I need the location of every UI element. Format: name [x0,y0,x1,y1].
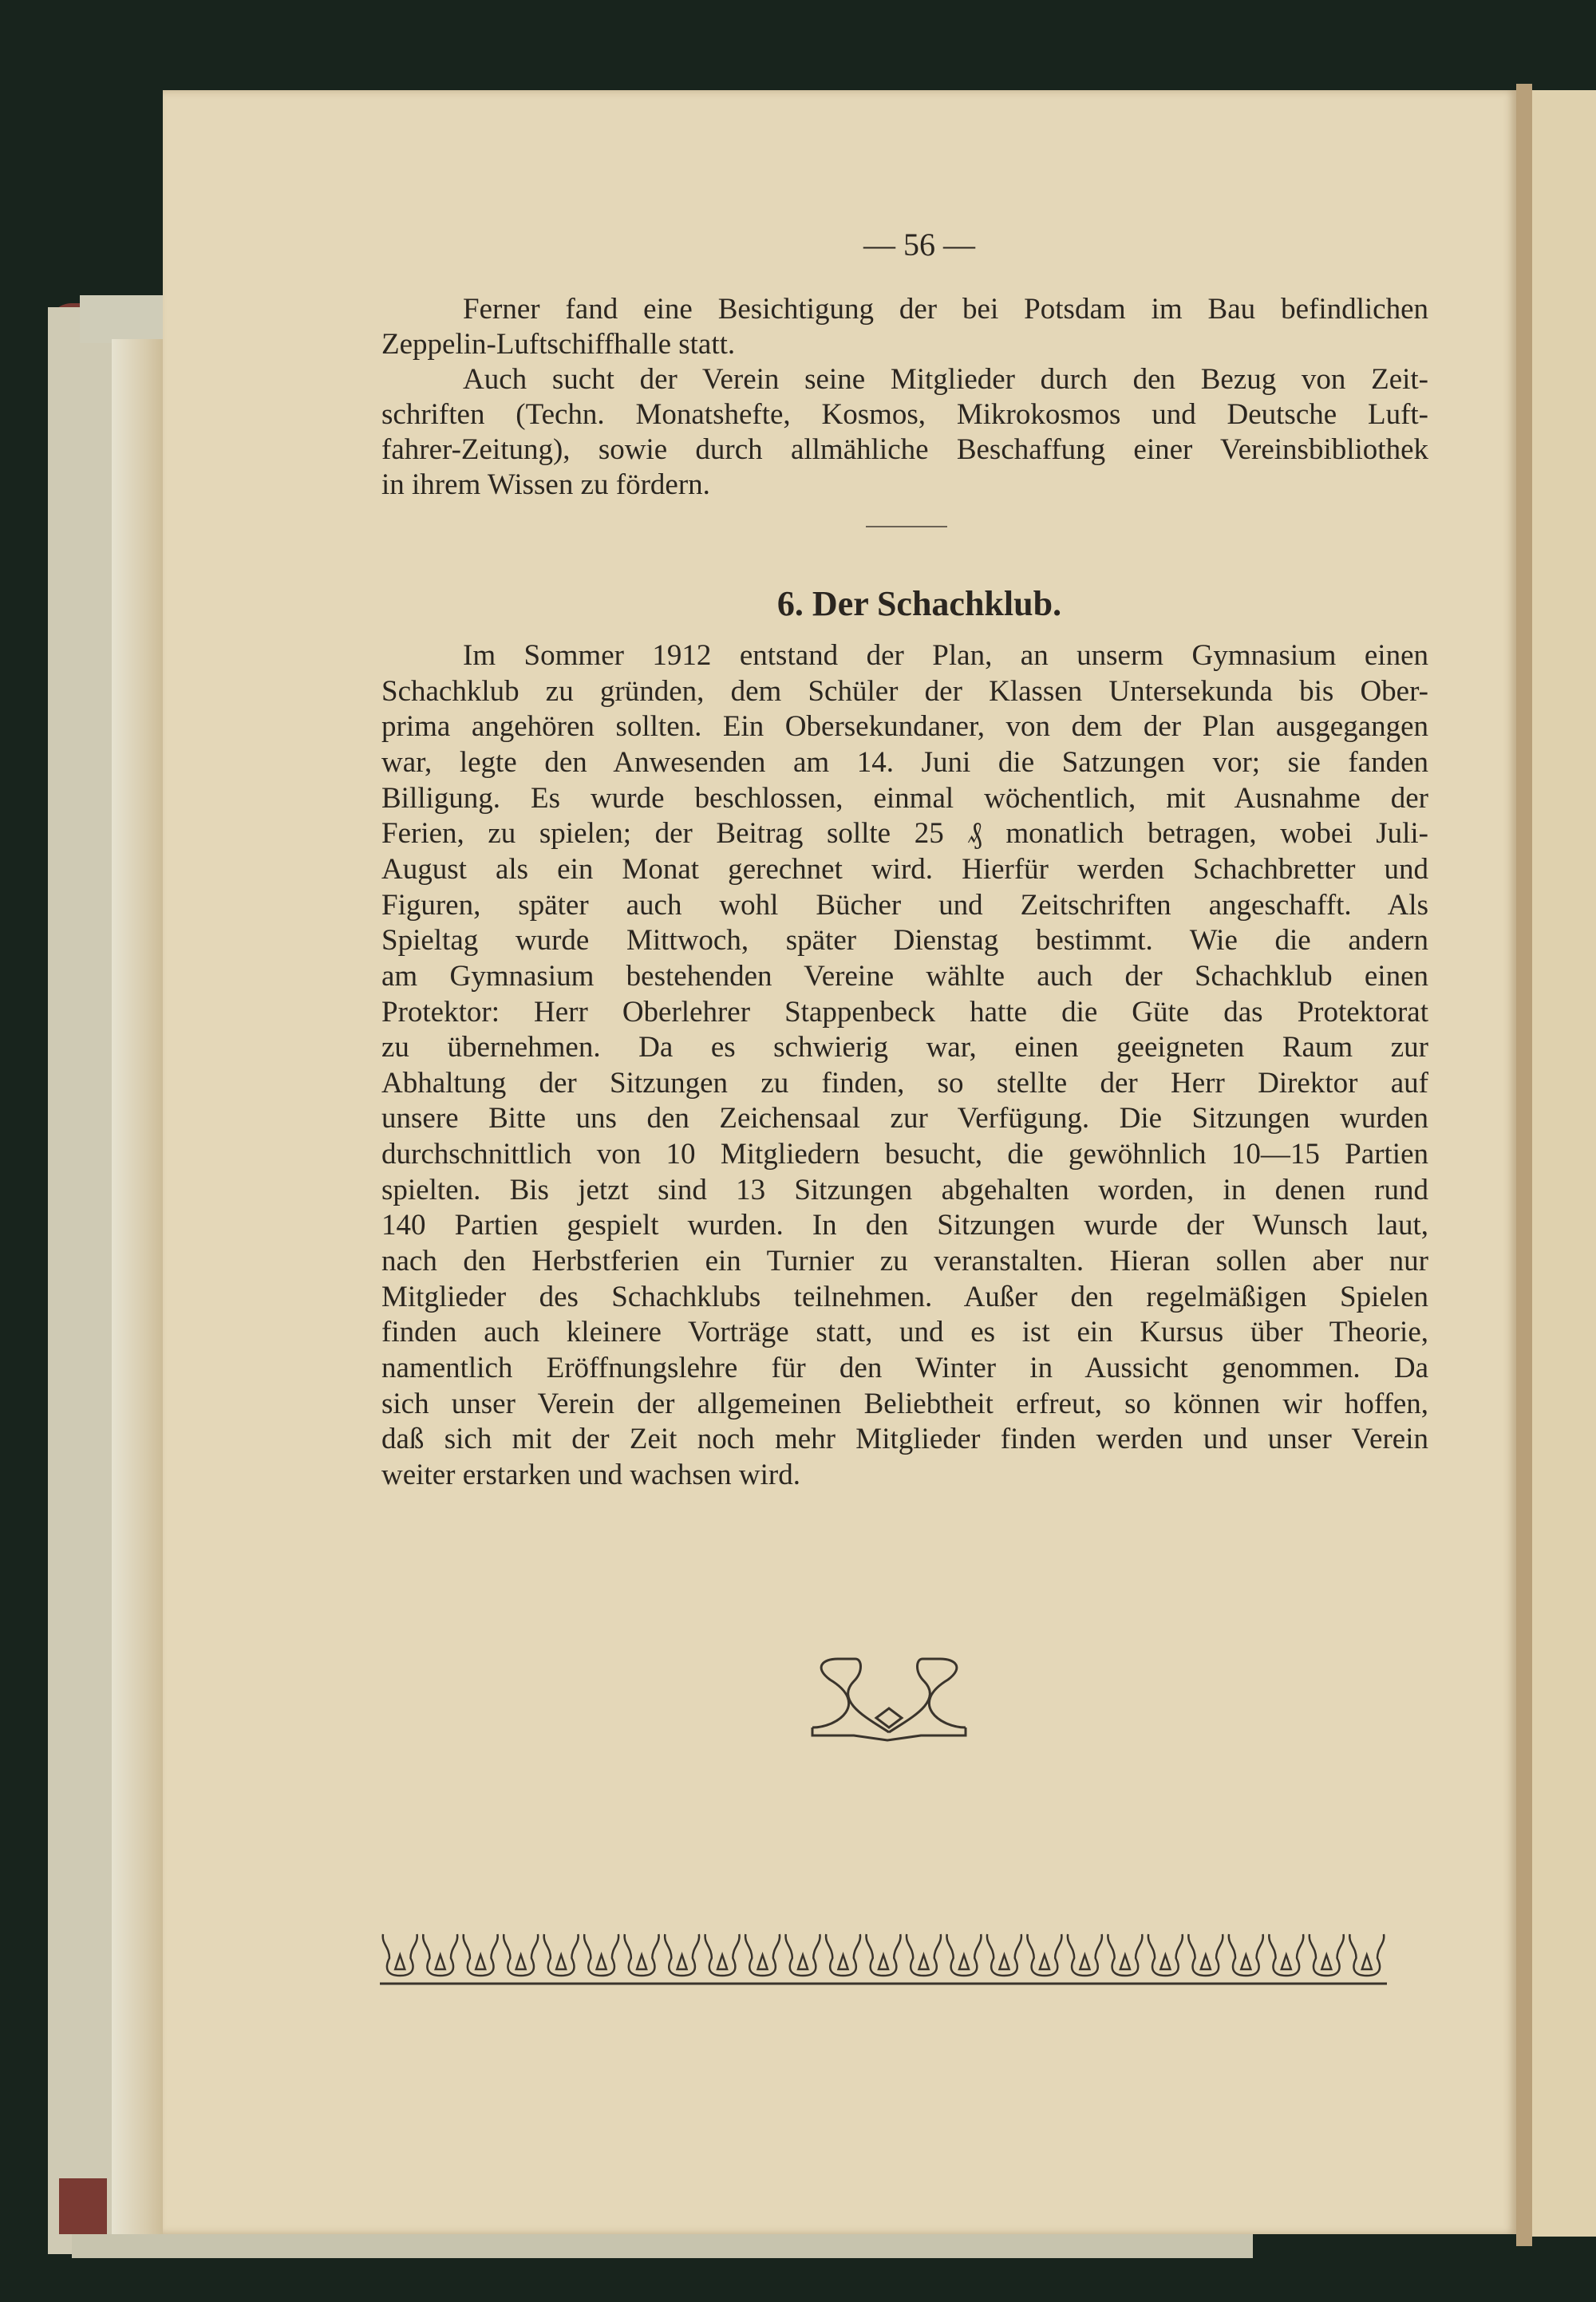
ornament-frieze [380,1929,1387,1987]
text-line: Ferner fand eine Besichtigung der bei Potsdam im Bau befindlichen [463,293,1428,326]
text-line: namentlich Eröffnungslehre für den Winter in Aussicht genommen. Da [381,1352,1428,1384]
frieze-motif [987,1934,1021,1976]
frieze-motif [665,1934,699,1976]
text-line: in ihrem Wissen zu fördern. [381,468,710,501]
frieze-motif [907,1934,941,1976]
text-line: prima angehören sollten. Ein Obersekundaner, von dem der Plan ausgegangen [381,710,1428,744]
frieze-motif [625,1934,659,1976]
text-line: spielten. Bis jetzt sind 13 Sitzungen abgehalten worden, in denen rund [381,1173,1428,1206]
text-line: finden auch kleinere Vorträge statt, und es ist ein Kursus über Theorie, [381,1316,1428,1349]
text-line: war, legte den Anwesenden am 14. Juni die Satzungen vor; sie fanden [381,745,1428,779]
frieze-motif [786,1934,820,1976]
text-line: unsere Bitte uns den Zeichensaal zur Verfügung. Die Sitzungen wurden [381,1102,1428,1135]
text-line: Protektor: Herr Oberlehrer Stappenbeck hatte die Güte das Protektorat [381,995,1428,1029]
text-line: Auch sucht der Verein seine Mitglieder durch den Bezug von Zeit- [463,363,1428,396]
frieze-motif [1068,1934,1102,1976]
frieze-motif [1027,1934,1061,1976]
text-line: Spieltag wurde Mittwoch, später Dienstag bestimmt. Wie die andern [381,924,1428,958]
text-line: am Gymnasium bestehenden Vereine wählte auch der Schachklub einen [381,959,1428,993]
frieze-motif [1229,1934,1263,1976]
text-line: daß sich mit der Zeit noch mehr Mitglieder finden werden und unser Verein [381,1423,1428,1456]
text-line: Im Sommer 1912 entstand der Plan, an unserm Gymnasium einen [463,639,1428,672]
text-line: Zeppelin-Luftschiffhalle statt. [381,328,736,361]
page-number: — 56 — [863,227,975,263]
text-line: schriften (Techn. Monatshefte, Kosmos, Mikrokosmos und Deutsche Luft- [381,398,1428,431]
frieze-motif [1349,1934,1384,1976]
text-line: Mitglieder des Schachklubs teilnehmen. Außer den regelmäßigen Spielen [381,1280,1428,1313]
frieze-motif [464,1934,498,1976]
book-cover-corner [59,2178,107,2234]
ornament-vignette [806,1656,974,1743]
frieze-motif [946,1934,981,1976]
frieze-motif [584,1934,618,1976]
section-heading: 6. Der Schachklub. [776,584,1062,623]
text-line: nach den Herbstferien ein Turnier zu veranstalten. Hieran sollen aber nur [381,1245,1428,1278]
page-block-bottom-edge [72,2234,1253,2258]
frieze-motif [705,1934,740,1976]
frieze-motif [1108,1934,1142,1976]
text-line: Abhaltung der Sitzungen zu finden, so stellte der Herr Direktor auf [381,1066,1428,1100]
text-line: Figuren, später auch wohl Bücher und Zeitschriften angeschafft. Als [381,888,1428,922]
text-line: weiter erstarken und wachsen wird. [381,1458,800,1491]
text-line: 140 Partien gespielt wurden. In den Sitzungen wurde der Wunsch laut, [381,1209,1428,1242]
text-line: Ferien, zu spielen; der Beitrag sollte 25 ₰ monatlich betragen, wobei Juli- [381,817,1428,851]
frieze-motif [1310,1934,1344,1976]
text-line: zu übernehmen. Da es schwierig war, einen geeigneten Raum zur [381,1031,1428,1064]
book-gutter [1516,84,1532,2246]
section-divider [866,526,947,527]
text-line: durchschnittlich von 10 Mitgliedern besucht, die gewöhnlich 10—15 Partien [381,1138,1428,1171]
text-line: sich unser Verein der allgemeinen Beliebtheit erfreut, so können wir hoffen, [381,1387,1428,1420]
frieze-motif [1269,1934,1303,1976]
text-line: fahrer-Zeitung), sowie durch allmähliche Beschaffung einer Vereinsbibliothek [381,433,1428,466]
frieze-motif [826,1934,860,1976]
text-line: Billigung. Es wurde beschlossen, einmal wöchentlich, mit Ausnahme der [381,781,1428,815]
frieze-motif [1188,1934,1223,1976]
frieze-motif [866,1934,900,1976]
text-line: Schachklub zu gründen, dem Schüler der Klassen Untersekunda bis Ober- [381,674,1428,708]
text-line: August als ein Monat gerechnet wird. Hierfür werden Schachbretter und [381,852,1428,886]
frieze-motif [745,1934,780,1976]
frieze-motif [383,1934,417,1976]
facing-page [1532,90,1596,2237]
frieze-motif [544,1934,579,1976]
page-stack-edge [112,339,168,2246]
frieze-motif [423,1934,457,1976]
frieze-motif [504,1934,538,1976]
frieze-motif [1148,1934,1183,1976]
